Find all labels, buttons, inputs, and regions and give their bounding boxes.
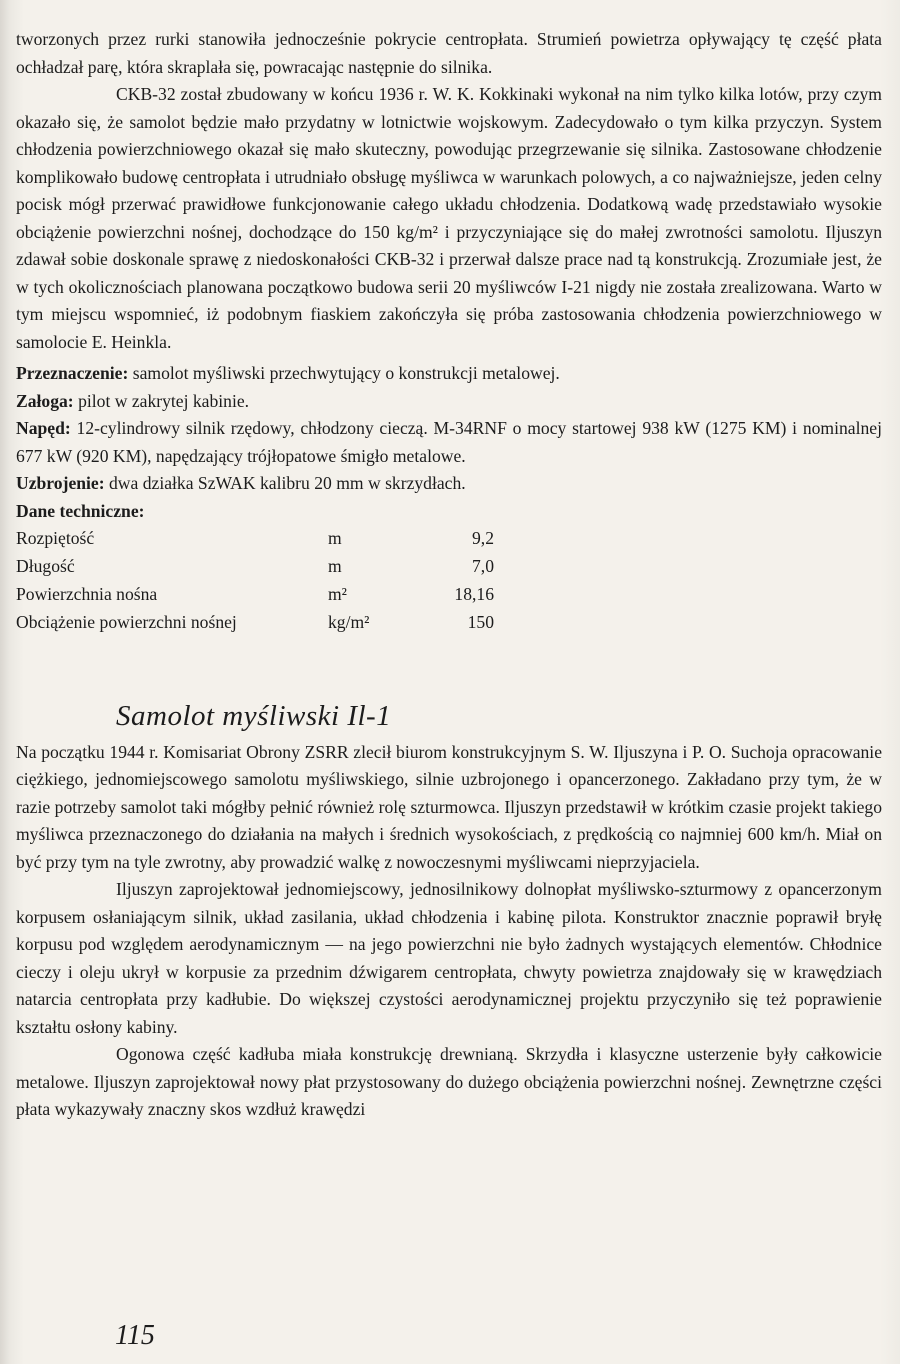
row-name: Rozpiętość	[16, 528, 95, 548]
table-row	[16, 553, 494, 581]
paragraph-il1-design: Iljuszyn zaprojektował jednomiejscowy, jednosilnikowy dolnopłat myśliwsko-szturmowy z opancerzonym korpusem osłaniającym silnik, układ zasilania, układ chłodzenia i kabinę pilota. Konstruktor znacznie poprawił bryłę korpusu pod względem aerodynamicznym — na jego powierzchni nie było żadnych wystających elementów. Chłodnice cieczy i oleju ukrył w korpusie za przednim dźwigarem centropłata, chwyty powietrza znajdowały się w krawędziach natarcia centropłata przy kadłubie. Do większej czystości aerodynamicznej projektu przyczyniło się też poprawienie kształtu osłony kabiny.	[16, 879, 882, 1037]
spec-purpose	[16, 360, 882, 388]
paragraph-ckb32: CKB-32 został zbudowany w końcu 1936 r. W. K. Kokkinaki wykonał na nim tylko kilka lotów, przy czym okazało się, że samolot będzie mało przydatny w lotnictwie wojskowym. Zadecydowało o tym kilka przyczyn. System chłodzenia powierzchniowego okazał się mało skuteczny, powodując przegrzewanie się silnika. Zastosowane chłodzenie komplikowało budowę centropłata i utrudniało obsługę myśliwca w warunkach polowych, a co najważniejsze, jeden celny pocisk mógł przerwać prawidłowe funkcjonowanie całego układu chłodzenia. Dodatkową wadę przedstawiało wysokie obciążenie powierzchni nośnej, dochodzące do 150 kg/m² i przyczyniające się do małej zwrotności samolotu. Iljuszyn zdawał sobie doskonale sprawę z niedoskonałości CKB-32 i przerwał dalsze prace nad tą konstrukcją. Zrozumiałe jest, że w tych okolicznościach planowana początkowo budowa serii 20 myśliwców I-21 nigdy nie została zrealizowana. Warto w tym miejscu wspomnieć, iż podobnym fiaskiem zakończyła się próba zastosowania chłodzenia powierzchniowego w samolocie E. Heinkla.	[16, 84, 882, 352]
page-number: 115	[115, 1320, 155, 1351]
row-value: 150	[467, 612, 494, 632]
text-column	[16, 26, 882, 1124]
row-name: Obciążenie powierzchni nośnej	[16, 612, 237, 632]
row-value: 9,2	[472, 528, 494, 548]
spec-crew	[16, 388, 882, 416]
tech-data-table	[16, 525, 494, 637]
row-value: 7,0	[472, 556, 494, 576]
tech-data-heading: Dane techniczne:	[16, 500, 145, 521]
table-row	[16, 525, 494, 553]
row-name: Długość	[16, 556, 75, 576]
paragraph-il1-structure: Ogonowa część kadłuba miała konstrukcję drewnianą. Skrzydła i klasyczne usterzenie były całkowicie metalowe. Iljuszyn zaprojektował nowy płat przystosowany do dużego obciążenia powierzchni nośnej. Zewnętrzne części płata wykazywały znaczny skos wzdłuż krawędzi	[16, 1044, 882, 1119]
spec-drive-value: 12-cylindrowy silnik rzędowy, chłodzony cieczą. M-34RNF o mocy startowej 938 kW (1275 KM) i nominalnej 677 kW (920 KM), napędzający trójłopatowe śmigło metalowe.	[16, 418, 882, 466]
row-name: Powierzchnia nośna	[16, 584, 158, 604]
section-title: Samolot myśliwski Il-1	[116, 700, 392, 732]
spec-armament-value: dwa działka SzWAK kalibru 20 mm w skrzydłach.	[104, 473, 466, 493]
spec-crew-label: Załoga:	[16, 390, 74, 411]
spec-armament	[16, 470, 882, 498]
paragraph-il1-intro: Na początku 1944 r. Komisariat Obrony ZSRR zlecił biurom konstrukcyjnym S. W. Iljuszyna i P. O. Suchoja opracowanie ciężkiego, jednomiejscowego samolotu myśliwskiego, silnie uzbrojonego i opancerzonego. Zakładano przy tym, że w razie potrzeby samolot taki mógłby pełnić również rolę szturmowca. Iljuszyn przedstawił w krótkim czasie projekt takiego myśliwca przeznaczonego do działania na małych i średnich wysokościach, z prędkością co najmniej 600 km/h. Miał on być przy tym na tyle zwrotny, aby prowadzić walkę z nowoczesnymi myśliwcami nieprzyjaciela.	[16, 741, 882, 872]
table-row	[16, 581, 494, 609]
spec-purpose-value: samolot myśliwski przechwytujący o konstrukcji metalowej.	[128, 363, 560, 383]
spec-crew-value: pilot w zakrytej kabinie.	[73, 390, 250, 411]
row-unit: kg/m²	[328, 612, 370, 632]
specifications	[16, 360, 882, 637]
row-unit: m	[328, 528, 342, 548]
spec-drive	[16, 415, 882, 470]
spec-drive-label: Napęd:	[16, 418, 71, 438]
table-row	[16, 609, 494, 637]
spec-purpose-label: Przeznaczenie:	[16, 363, 129, 383]
spec-armament-label: Uzbrojenie:	[16, 473, 105, 493]
row-value: 18,16	[454, 584, 494, 604]
intro-paragraph: tworzonych przez rurki stanowiła jednocześnie pokrycie centropłata. Strumień powietrza opływający tę część płata ochładzał parę, która skraplała się, powracając następnie do silnika.	[16, 29, 882, 77]
row-unit: m²	[328, 584, 347, 604]
row-unit: m	[328, 556, 342, 576]
